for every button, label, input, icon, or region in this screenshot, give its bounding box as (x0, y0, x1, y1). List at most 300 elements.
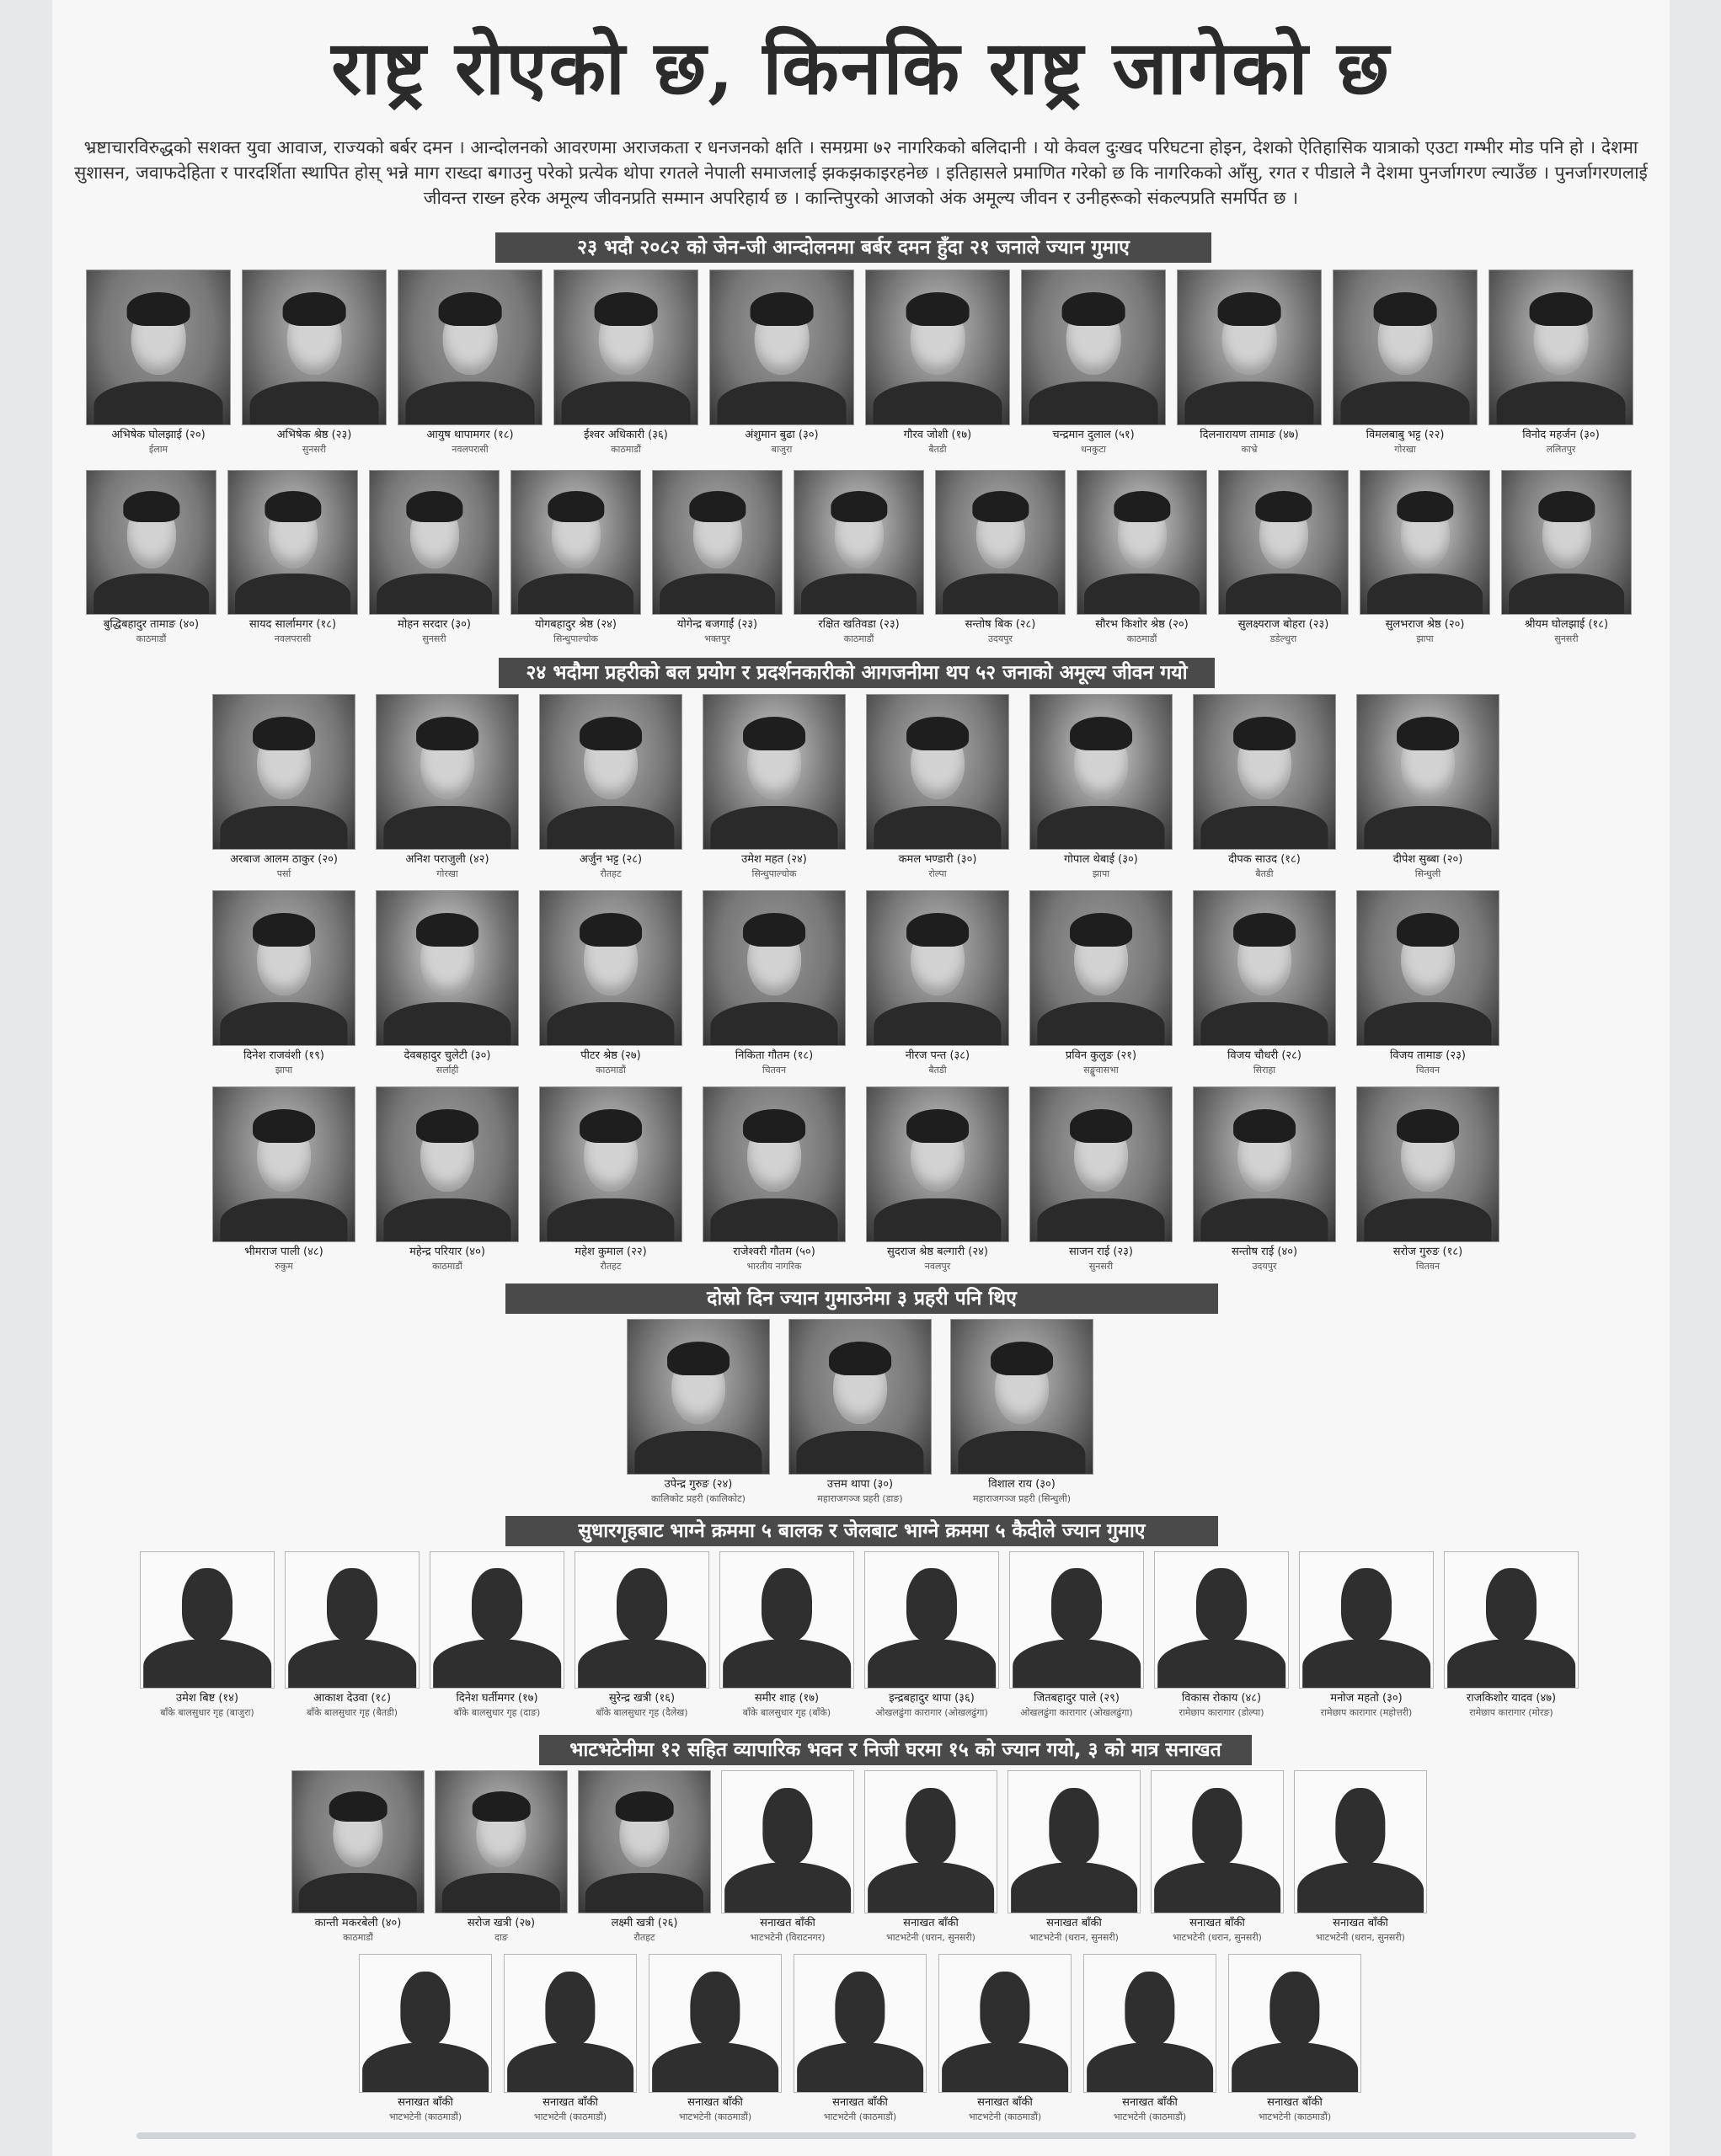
victim-card (1501, 470, 1632, 645)
victim-name: महेश कुमाल (२२) (575, 1246, 647, 1258)
silhouette-placeholder (938, 1954, 1072, 2093)
victims-row (140, 1551, 1579, 1719)
victim-name: अनिश पराजुली (४२) (405, 853, 489, 866)
victim-name: बुद्धिबहादुर तामाङ (४०) (103, 618, 200, 631)
victim-card (539, 694, 682, 880)
victim-name: सरोज गुरुङ (१८) (1392, 1246, 1463, 1258)
victim-name: सनाखत बाँकी (903, 1917, 959, 1929)
victim-card (866, 1086, 1009, 1273)
victim-place: काठमाडौं (432, 1261, 462, 1272)
victim-card (1029, 890, 1173, 1076)
victim-photo (652, 470, 783, 615)
silhouette-placeholder (285, 1551, 420, 1689)
victim-name: सनाखत बाँकी (542, 2096, 598, 2109)
victim-card (376, 890, 519, 1076)
page-title: राष्ट्र रोएको छ, किनकि राष्ट्र जागेको छ (331, 24, 1391, 111)
silhouette-placeholder (504, 1954, 637, 2093)
victim-place: उदयपुर (988, 633, 1013, 644)
victim-place: सर्लाही (436, 1065, 459, 1075)
victim-name: अभिषेक श्रेष्ठ (२३) (276, 429, 352, 441)
victim-name: दीपेश सुब्बा (२०) (1392, 853, 1463, 866)
victim-card (1193, 890, 1336, 1076)
victim-card (86, 470, 216, 645)
victim-photo (1333, 270, 1478, 425)
victim-name: योगेन्द्र बजगाईं (२३) (676, 618, 758, 631)
victim-card (398, 270, 542, 456)
victim-card (866, 694, 1009, 880)
victim-card (935, 470, 1066, 645)
victim-photo (1360, 470, 1490, 615)
victim-card (1299, 1551, 1434, 1719)
section-banner-sept24: २४ भदौमा प्रहरीको बल प्रयोग र प्रदर्शनकारीको आगजनीमा थप ५२ जनाको अमूल्य जीवन गयो (499, 658, 1215, 688)
victim-card (1356, 1086, 1499, 1273)
victim-place: रुकुम (275, 1261, 293, 1272)
victim-name: योगबहादुर श्रेष्ठ (२४) (535, 618, 617, 631)
victim-card (242, 270, 387, 456)
victim-place: डडेल्धुरा (1269, 633, 1297, 644)
victim-name: विकास रोकाय (४८) (1181, 1692, 1262, 1705)
victim-name: उत्तम थापा (३०) (826, 1478, 894, 1491)
victim-card (376, 1086, 519, 1273)
victim-card (1444, 1551, 1579, 1719)
victim-place: काठमाडौं (343, 1932, 373, 1943)
silhouette-placeholder (359, 1954, 492, 2093)
victim-place: रौतहट (600, 1261, 622, 1272)
victim-card (703, 694, 846, 880)
victim-card (627, 1319, 770, 1505)
section-banner-sept23: २३ भदौ २०८२ को जेन-जी आन्दोलनमा बर्बर दमन हुँदा २१ जनाले ज्यान गुमाए (495, 232, 1211, 263)
victim-card (649, 1954, 782, 2123)
victim-name: सुदराज श्रेष्ठ बल्गारी (२४) (887, 1246, 988, 1258)
victim-place: रामेछाप कारागार (मोरङ) (1469, 1707, 1553, 1718)
victim-name: भीमराज पाली (४८) (244, 1246, 323, 1258)
victim-place: धनकुटा (1081, 444, 1106, 455)
victim-card (553, 270, 698, 456)
victim-place: गोरखा (436, 868, 458, 879)
victim-photo (212, 890, 355, 1046)
victim-place: काठमाडौं (843, 633, 874, 644)
victim-name: सन्तोष बिक (२८) (965, 618, 1036, 631)
victim-name: रक्षित खतिवडा (२३) (818, 618, 900, 631)
victim-place: भाटभटेनी (काठमाडौं) (678, 2111, 752, 2122)
victim-place: सिन्धुली (1414, 868, 1441, 879)
victim-photo (227, 470, 358, 615)
victim-place: ललितपुर (1546, 444, 1576, 455)
victim-card (1029, 694, 1173, 880)
victim-place: दाङ (494, 1932, 508, 1943)
victim-photo (539, 1086, 682, 1242)
victim-photo (553, 270, 698, 425)
silhouette-placeholder (1009, 1551, 1144, 1689)
victim-card (1021, 270, 1166, 456)
victim-card (212, 890, 355, 1076)
victim-name: कमल भण्डारी (३०) (898, 853, 977, 866)
victim-card (721, 1770, 854, 1944)
victim-card (1360, 470, 1490, 645)
victim-photo (1356, 1086, 1499, 1242)
silhouette-placeholder (140, 1551, 275, 1689)
victim-place: बाँके बालसुधार गृह (दाङ) (453, 1707, 541, 1718)
victim-place: रोल्पा (928, 868, 947, 879)
victim-place: बाँके बालसुधार गृह (बाजुरा) (160, 1707, 254, 1718)
victim-name: गोपाल थेबाई (३०) (1064, 853, 1138, 866)
victim-place: रामेछाप कारागार (डोल्पा) (1179, 1707, 1264, 1718)
victims-row (359, 1954, 1361, 2123)
victim-place: भाटभटेनी (धरान, सुनसरी) (1029, 1932, 1119, 1943)
victim-place: सुनसरी (1554, 633, 1579, 644)
victim-photo (1029, 890, 1173, 1046)
victim-name: सुलक्ष्यराज बोहरा (२३) (1237, 618, 1329, 631)
victim-place: भाटभटेनी (धरान, सुनसरी) (1316, 1932, 1405, 1943)
victim-card (1489, 270, 1633, 456)
victim-place: कालिकोट प्रहरी (कालिकोट) (651, 1493, 746, 1504)
victim-name: विनोद महर्जन (३०) (1522, 429, 1600, 441)
victim-name: अर्जुन भट्ट (२८) (579, 853, 643, 866)
victim-place: झापा (1092, 868, 1110, 879)
silhouette-placeholder (1294, 1770, 1427, 1913)
victim-name: गौरव जोशी (१७) (903, 429, 972, 441)
victim-place: महाराजगञ्ज प्रहरी (डाङ) (817, 1493, 903, 1504)
victim-place: बाजुरा (771, 444, 793, 455)
victim-card (1009, 1551, 1144, 1719)
victim-place: भाटभटेनी (काठमाडौं) (388, 2111, 462, 2122)
victim-place: बैतडी (928, 444, 947, 455)
victim-photo (950, 1319, 1093, 1475)
victims-row (212, 1086, 1499, 1273)
victim-card (369, 470, 500, 645)
victim-name: जितबहादुर पाले (२९) (1034, 1692, 1120, 1705)
victim-place: रामेछाप कारागार (महोत्तरी) (1320, 1707, 1413, 1718)
victim-card (788, 1319, 932, 1505)
victim-card (1154, 1551, 1289, 1719)
victim-name: सरोज खत्री (२७) (467, 1917, 536, 1929)
victim-photo (1193, 694, 1336, 850)
victim-card (938, 1954, 1072, 2123)
newspaper-page (52, 0, 1670, 2156)
victim-name: अरबाज आलम ठाकुर (२०) (230, 853, 338, 866)
victim-place: चितवन (1415, 1065, 1440, 1075)
victim-photo (86, 470, 216, 615)
victim-name: सनाखत बाँकी (760, 1917, 815, 1929)
victim-card (376, 694, 519, 880)
victim-photo (1218, 470, 1349, 615)
victim-photo (242, 270, 387, 425)
victim-name: सनाखत बाँकी (398, 2096, 453, 2109)
victim-card (212, 694, 355, 880)
victim-photo (1193, 890, 1336, 1046)
victim-photo (1021, 270, 1166, 425)
victim-photo (794, 470, 924, 615)
victim-card (864, 1551, 999, 1719)
victim-place: उदयपुर (1252, 1261, 1277, 1272)
victims-row (291, 1770, 1427, 1944)
victim-place: सङ्खुवासभा (1083, 1065, 1119, 1075)
victim-place: भाटभटेनी (काठमाडौं) (533, 2111, 607, 2122)
victim-place: गोरखा (1394, 444, 1416, 455)
victim-name: प्रविन कुलुङ (२१) (1065, 1049, 1137, 1062)
victim-photo (376, 1086, 519, 1242)
victim-place: झापा (275, 1065, 293, 1075)
silhouette-placeholder (1299, 1551, 1434, 1689)
victim-card (719, 1551, 854, 1719)
silhouette-placeholder (1083, 1954, 1216, 2093)
victim-photo (376, 890, 519, 1046)
victim-card (285, 1551, 420, 1719)
victim-name: ईश्वर अधिकारी (३६) (584, 429, 668, 441)
victim-name: सनाखत बाँकी (1046, 1917, 1102, 1929)
victim-name: सौरभ किशोर श्रेष्ठ (२०) (1095, 618, 1189, 631)
silhouette-placeholder (430, 1551, 564, 1689)
victim-photo (865, 270, 1010, 425)
victim-card (359, 1954, 492, 2123)
victim-name: कान्ती मकरबेली (४०) (314, 1917, 402, 1929)
victim-card (709, 270, 854, 456)
silhouette-placeholder (1154, 1551, 1289, 1689)
victim-photo (703, 1086, 846, 1242)
victim-card (1356, 694, 1499, 880)
victim-place: काठमाडौं (596, 1065, 626, 1075)
victim-name: सनाखत बाँकी (832, 2096, 888, 2109)
victim-name: सुलभराज श्रेष्ठ (२०) (1385, 618, 1465, 631)
victim-name: चन्द्रमान दुलाल (५१) (1052, 429, 1135, 441)
victim-card (1083, 1954, 1216, 2123)
victim-card (1151, 1770, 1284, 1944)
victim-photo (1501, 470, 1632, 615)
victim-card (1077, 470, 1207, 645)
silhouette-placeholder (719, 1551, 854, 1689)
victim-card (1177, 270, 1322, 456)
victim-photo (1356, 890, 1499, 1046)
victim-card (140, 1551, 275, 1719)
victim-card (703, 1086, 846, 1273)
victim-name: आकाश देउवा (१८) (313, 1692, 392, 1705)
victim-card (703, 890, 846, 1076)
victim-photo (212, 694, 355, 850)
victim-place: नवलपरासी (274, 633, 312, 644)
victim-name: सायद सार्लामगर (१८) (249, 618, 337, 631)
victim-place: भाटभटेनी (धरान, सुनसरी) (886, 1932, 975, 1943)
victim-photo (709, 270, 854, 425)
victim-name: दिनेश घर्तीमगर (१७) (456, 1692, 538, 1705)
silhouette-placeholder (794, 1954, 927, 2093)
victim-name: साजन राई (२३) (1068, 1246, 1133, 1258)
victim-photo (866, 1086, 1009, 1242)
victim-name: मोहन सरदार (३०) (398, 618, 471, 631)
victim-name: इन्द्रबहादुर थापा (३६) (889, 1692, 975, 1705)
victim-photo (1029, 1086, 1173, 1242)
victim-name: श्रीयम घोलझाई (१८) (1524, 618, 1609, 631)
victim-place: भाटभटेनी (काठमाडौं) (823, 2111, 897, 2122)
victim-place: सिराहा (1253, 1065, 1276, 1075)
victim-place: बाँके बालसुधार गृह (बाँके) (742, 1707, 831, 1718)
intro-paragraph: भ्रष्टाचारविरुद्धको सशक्त युवा आवाज, राज्यको बर्बर दमन । आन्दोलनको आवरणमा अराजकता र धनजनको क्षति । समग्रमा ७२ नागरिकको बलिदानी । यो केवल दुःखद परिघटना होइन, देशको ऐतिहासिक यात्राको एउटा गम्भीर मोड पनि हो । देशमा सुशासन, जवाफदेहिता र पारदर्शिता स्थापित होस् भन्ने माग राख्दा बगाउनु परेको प्रत्येक थोपा रगतले नेपाली समाजलाई झकझकाइरहनेछ । इतिहासले प्रमाणित गरेको छ कि नागरिकको आँसु, रगत र पीडाले नै देशमा पुनर्जागरण ल्याउँछ । पुनर्जागरणलाई जीवन्त राख्न हरेक अमूल्य जीवनप्रति सम्मान अपरिहार्य छ । कान्तिपुरको आजको अंक अमूल्य जीवन र उनीहरूको संकल्पप्रति समर्पित छ । (74, 137, 1648, 208)
victim-photo (398, 270, 542, 425)
victim-photo (627, 1319, 770, 1475)
victim-name: अंशुमान बुढा (३०) (745, 429, 819, 441)
silhouette-placeholder (1228, 1954, 1361, 2093)
victim-name: विजय चौधरी (२८) (1227, 1049, 1301, 1062)
victim-name: देवबहादुर चुलेटी (३०) (404, 1049, 491, 1062)
victim-card (652, 470, 783, 645)
victim-place: काठमाडौं (611, 444, 641, 455)
victim-card (430, 1551, 564, 1719)
victim-card (510, 470, 641, 645)
victim-place: ओखलढुंगा कारागार (ओखलढुंगा) (1020, 1707, 1133, 1718)
victim-photo (212, 1086, 355, 1242)
victim-name: दीपक साउद (१८) (1228, 853, 1301, 866)
victim-card (794, 1954, 927, 2123)
victim-photo (1177, 270, 1322, 425)
victim-place: सुनसरी (1088, 1261, 1114, 1272)
victim-name: सनाखत बाँकी (977, 2096, 1033, 2109)
victim-name: सनाखत बाँकी (687, 2096, 743, 2109)
victim-name: सन्तोष राई (४०) (1231, 1246, 1298, 1258)
section-banner-bhatbhateni: भाटभटेनीमा १२ सहित व्यापारिक भवन र निजी घरमा १५ को ज्यान गयो, ३ को मात्र सनाखत (539, 1735, 1252, 1765)
victim-place: काभ्रे (1241, 444, 1258, 455)
victim-name: राजेश्वरी गौतम (५०) (733, 1246, 815, 1258)
victim-card (864, 1770, 997, 1944)
silhouette-placeholder (1444, 1551, 1579, 1689)
silhouette-placeholder (1151, 1770, 1284, 1913)
victim-name: दिनेश राजवंशी (१९) (243, 1049, 325, 1062)
silhouette-placeholder (575, 1551, 709, 1689)
victims-row (86, 470, 1632, 645)
victim-place: नवलपुर (924, 1261, 951, 1272)
victim-name: दिलनारायण तामाङ (४७) (1200, 429, 1299, 441)
victim-photo (1489, 270, 1633, 425)
section-banner-prison: सुधारगृहबाट भाग्ने क्रममा ५ बालक र जेलबाट भाग्ने क्रममा ५ कैदीले ज्यान गुमाए (505, 1516, 1218, 1546)
victim-place: नवलपरासी (452, 444, 489, 455)
victim-card (1029, 1086, 1173, 1273)
victim-name: उमेश बिष्ट (१४) (175, 1692, 239, 1705)
victim-place: चितवन (762, 1065, 787, 1075)
victim-place: सुनसरी (422, 633, 446, 644)
victim-name: सनाखत बाँकी (1122, 2096, 1178, 2109)
victim-photo (376, 694, 519, 850)
victim-card (291, 1770, 425, 1944)
victim-photo (935, 470, 1066, 615)
victim-card (575, 1551, 709, 1719)
section-banner-police: दोस्रो दिन ज्यान गुमाउनेमा ३ प्रहरी पनि थिए (505, 1283, 1218, 1314)
victim-photo (578, 1770, 711, 1913)
victim-photo (1029, 694, 1173, 850)
victim-name: आयुष थापामगर (१८) (426, 429, 514, 441)
victim-place: भारतीय नागरिक (746, 1261, 802, 1272)
victims-row (212, 890, 1499, 1076)
footer-bar (136, 2132, 1636, 2139)
victim-place: सुनसरी (302, 444, 327, 455)
victim-photo (866, 890, 1009, 1046)
victims-row (627, 1319, 1093, 1505)
victim-card (1218, 470, 1349, 645)
victim-card (212, 1086, 355, 1273)
victim-place: भाटभटेनी (धरान, सुनसरी) (1173, 1932, 1262, 1943)
victim-photo (788, 1319, 932, 1475)
victim-photo (86, 270, 231, 425)
victim-photo (703, 694, 846, 850)
victim-card (866, 890, 1009, 1076)
victim-place: काठमाडौं (1126, 633, 1157, 644)
victim-card (1007, 1770, 1141, 1944)
silhouette-placeholder (864, 1551, 999, 1689)
victim-card (1193, 694, 1336, 880)
victim-photo (510, 470, 641, 615)
victim-place: भाटभटेनी (काठमाडौं) (1113, 2111, 1187, 2122)
victim-place: बाँके बालसुधार गृह (दैलेख) (596, 1707, 688, 1718)
victim-name: सनाखत बाँकी (1267, 2096, 1323, 2109)
victim-place: रौतहट (633, 1932, 655, 1943)
victims-row (86, 270, 1633, 456)
victim-place: बाँके बालसुधार गृह (बैतडी) (306, 1707, 398, 1718)
victim-place: पर्सा (276, 868, 291, 879)
victim-place: भाटभटेनी (काठमाडौं) (968, 2111, 1042, 2122)
victim-place: ओखलढुंगा कारागार (ओखलढुंगा) (875, 1707, 988, 1718)
victim-photo (703, 890, 846, 1046)
victim-place: सिन्धुपाल्चोक (751, 868, 797, 879)
victim-place: काठमाडौं (136, 633, 167, 644)
victim-name: राजकिशोर यादव (४७) (1466, 1692, 1557, 1705)
victim-name: विजय तामाङ (२३) (1390, 1049, 1466, 1062)
victim-card (504, 1954, 637, 2123)
victim-place: भाटभटेनी (काठमाडौं) (1258, 2111, 1332, 2122)
silhouette-placeholder (649, 1954, 782, 2093)
victim-photo (539, 694, 682, 850)
victim-photo (1356, 694, 1499, 850)
victim-name: समीर शाह (१७) (754, 1692, 820, 1705)
victim-place: चितवन (1415, 1261, 1440, 1272)
victim-photo (539, 890, 682, 1046)
victim-card (1294, 1770, 1427, 1944)
victim-name: विमलबाबु भट्ट (२२) (1366, 429, 1445, 441)
victim-name: निकिता गौतम (१८) (735, 1049, 814, 1062)
victim-card (1193, 1086, 1336, 1273)
victim-photo (369, 470, 500, 615)
victim-name: महेन्द्र परियार (४०) (409, 1246, 485, 1258)
victim-card (794, 470, 924, 645)
victim-name: नीरज पन्त (३८) (905, 1049, 970, 1062)
victim-place: बैतडी (1255, 868, 1274, 879)
victim-photo (1193, 1086, 1336, 1242)
victim-photo (291, 1770, 425, 1913)
victim-card (950, 1319, 1093, 1505)
victim-place: भक्तपुर (704, 633, 730, 644)
victim-card (1333, 270, 1478, 456)
victim-place: झापा (1416, 633, 1434, 644)
victim-place: रौतहट (600, 868, 622, 879)
victim-name: सनाखत बाँकी (1189, 1917, 1245, 1929)
victim-place: सिन्धुपाल्चोक (553, 633, 598, 644)
silhouette-placeholder (721, 1770, 854, 1913)
victim-photo (1077, 470, 1207, 615)
silhouette-placeholder (1007, 1770, 1141, 1913)
victim-photo (866, 694, 1009, 850)
victims-row (212, 694, 1499, 880)
victim-card (578, 1770, 711, 1944)
victim-card (86, 270, 231, 456)
victim-place: भाटभटेनी (विराटनगर) (750, 1932, 826, 1943)
victim-card (865, 270, 1010, 456)
victim-name: सुरेन्द्र खत्री (१६) (608, 1692, 676, 1705)
victim-name: विशाल राय (३०) (988, 1478, 1056, 1491)
victim-place: बैतडी (928, 1065, 947, 1075)
victim-name: उमेश महत (२४) (741, 853, 807, 866)
victim-card (1228, 1954, 1361, 2123)
victim-name: पीटर श्रेष्ठ (२७) (580, 1049, 641, 1062)
victim-name: उपेन्द्र गुरुङ (२४) (664, 1478, 733, 1491)
silhouette-placeholder (864, 1770, 997, 1913)
victim-name: लक्ष्मी खत्री (२६) (611, 1917, 678, 1929)
victim-card (1356, 890, 1499, 1076)
